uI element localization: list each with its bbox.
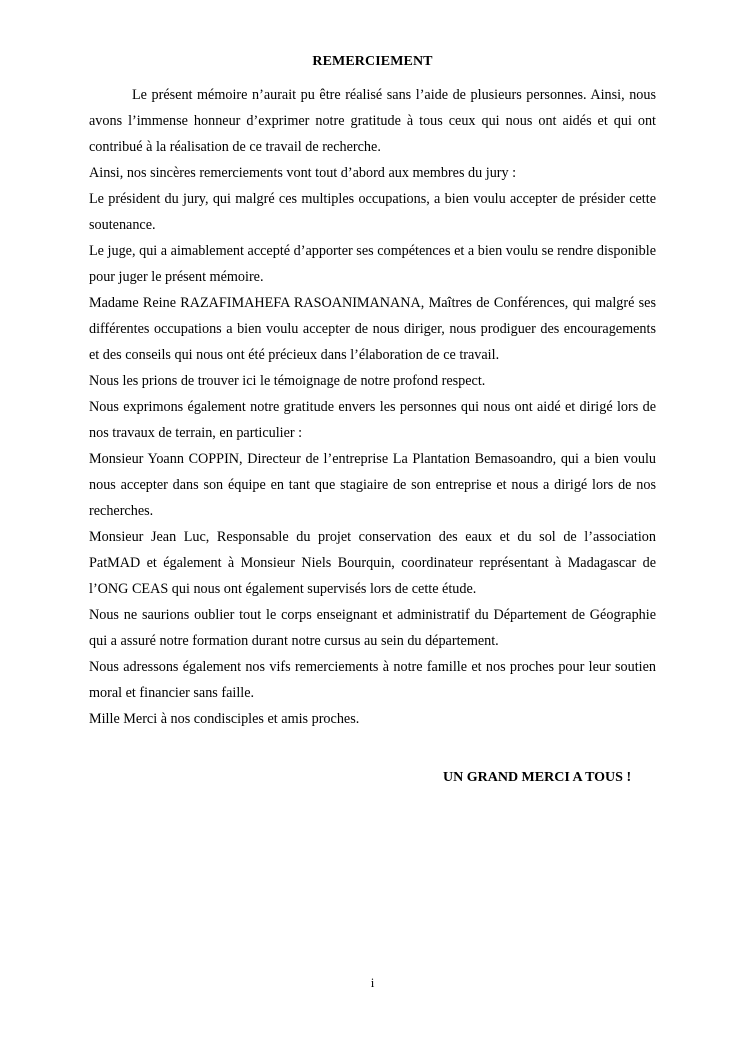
closing-line: UN GRAND MERCI A TOUS ! [443,770,632,785]
paragraph-judge: Le juge, qui a aimablement accepté d’apporter ses compétences et a bien voulu se rendre disponible pour juger le présent mémoire. [89,243,656,285]
paragraph-friends: Mille Merci à nos condisciples et amis proches. [89,711,360,727]
paragraph-jury-intro: Ainsi, nos sincères remerciements vont tout d’abord aux membres du jury : [89,165,517,181]
paragraph-coppin: Monsieur Yoann COPPIN, Directeur de l’entreprise La Plantation Bemasoandro, qui a bien voulu nous accepter dans son équipe en tant que stagiaire de son entreprise et nous a dirigé lors de nos recherches. [89,451,656,519]
paragraph-president: Le président du jury, qui malgré ces multiples occupations, a bien voulu accepter de présider cette soutenance. [89,191,656,233]
page-title: REMERCIEMENT [312,54,433,69]
paragraph-field-gratitude: Nous exprimons également notre gratitude envers les personnes qui nous ont aidé et dirigé lors de nos travaux de terrain, en particulier : [89,399,656,441]
page-number: i [370,975,375,990]
paragraph-intro: Le présent mémoire n’aurait pu être réalisé sans l’aide de plusieurs personnes. Ainsi, nous avons l’immense honneur d’exprimer notre gratitude à tous ceux qui nous ont aidés et qui ont contribué à la réalisation de ce travail de recherche. [89,87,656,155]
paragraph-supervisor: Madame Reine RAZAFIMAHEFA RASOANIMANANA, Maîtres de Conférences, qui malgré ses différentes occupations a bien voulu accepter de nous diriger, nous prodiguer des encouragements et des conseils qui nous ont été précieux dans l’élaboration de ce travail. [89,295,656,363]
paragraph-department: Nous ne saurions oublier tout le corps enseignant et administratif du Département de Géographie qui a assuré notre formation durant notre cursus au sein du département. [89,607,656,649]
acknowledgement-body [89,82,656,732]
paragraph-jean-luc: Monsieur Jean Luc, Responsable du projet conservation des eaux et du sol de l’association PatMAD et également à Monsieur Niels Bourquin, coordinateur représentant à Madagascar de l’ONG CEAS qui nous ont également supervisés lors de cette étude. [89,529,656,597]
paragraph-respect: Nous les prions de trouver ici le témoignage de notre profond respect. [89,373,486,389]
paragraph-family: Nous adressons également nos vifs remerciements à notre famille et nos proches pour leur soutien moral et financier sans faille. [89,659,656,701]
